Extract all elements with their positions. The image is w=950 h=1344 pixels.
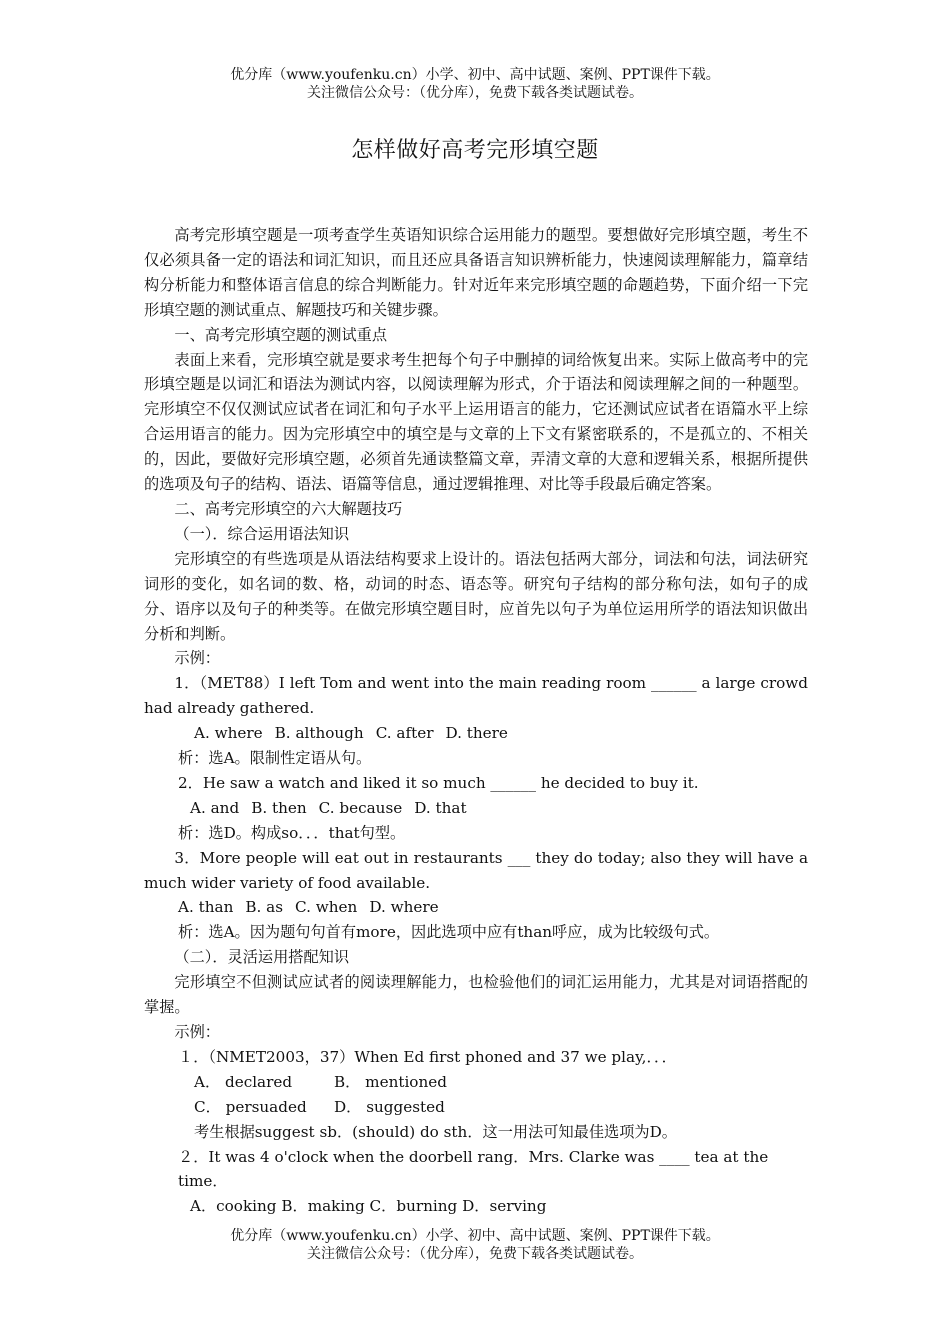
question-5-options: A．cooking B．making C．burning D．serving [190, 1197, 547, 1216]
question-1-options [144, 721, 808, 746]
document-body [144, 223, 808, 1219]
option: A. and [190, 798, 240, 817]
option: C. when [295, 898, 358, 917]
option: B. then [251, 798, 307, 817]
option: D. where [369, 898, 439, 917]
option: D. that [414, 798, 467, 817]
subsection-2-body: 完形填空不但测试应试者的阅读理解能力，也检验他们的词汇运用能力，尤其是对词语搭配的掌握。 [144, 973, 808, 1017]
footer-line-2: 关注微信公众号：（优分库），免费下载各类试题试卷。 [307, 1246, 643, 1262]
page-footer [0, 1227, 950, 1263]
header-line-1: 优分库（www.youfenku.cn）小学、初中、高中试题、案例、PPT课件下载。 [230, 67, 720, 83]
section-2-heading: 二、高考完形填空的六大解题技巧 [174, 499, 403, 518]
option: C. after [375, 724, 434, 743]
page-header [0, 66, 950, 102]
option: A. than [178, 898, 234, 917]
footer-line-1: 优分库（www.youfenku.cn）小学、初中、高中试题、案例、PPT课件下载。 [230, 1228, 720, 1244]
option: A. where [194, 724, 263, 743]
section-1-body: 表面上来看，完形填空就是要求考生把每个句子中删掉的词给恢复出来。实际上做高考中的完形填空题是以词汇和语法为测试内容，以阅读理解为形式，介于语法和阅读理解之间的一种题型。完形填空不仅仅测试应试者在词汇和句子水平上运用语言的能力，它还测试应试者在语篇水平上综合运用语言的能力。因为完形填空中的填空是与文章的上下文有紧密联系的，不是孤立的、不相关的，因此，要做好完形填空题，必须首先通读整篇文章，弄清文章的大意和逻辑关系，根据所提供的选项及句子的结构、语法、语篇等信息，通过逻辑推理、对比等手段最后确定答案。 [144, 350, 808, 494]
document-title: 怎样做好高考完形填空题 [351, 138, 599, 163]
option: A． declared [194, 1072, 293, 1091]
option: B. as [245, 898, 284, 917]
question-4: １．（NMET2003，37）When Ed first phoned and 37 we play,．．． [178, 1047, 677, 1066]
question-4-options-row-1 [144, 1070, 808, 1095]
question-3: 3．More people will eat out in restaurants ___ they do today; also they will have a much wider variety of food available. [144, 848, 808, 892]
subsection-1-heading: （一）．综合运用语法知识 [174, 524, 350, 543]
section-1-heading: 一、高考完形填空题的测试重点 [174, 325, 388, 344]
subsection-2-heading: （二）．灵活运用搭配知识 [174, 948, 350, 967]
question-1-answer: 析：选A。限制性定语从句。 [178, 749, 372, 768]
question-3-answer: 析：选A。因为题句句首有more，因此选项中应有than呼应，成为比较级句式。 [178, 923, 720, 942]
question-4-answer: 考生根据suggest sb．(should) do sth．这一用法可知最佳选项为D。 [194, 1122, 677, 1141]
question-2-answer: 析：选D。构成so．．．that句型。 [178, 823, 406, 842]
option: D. there [445, 724, 508, 743]
option: B. although [274, 724, 364, 743]
example-label-2: 示例： [174, 1023, 220, 1041]
intro-paragraph: 高考完形填空题是一项考查学生英语知识综合运用能力的题型。要想做好完形填空题，考生不仅必须具备一定的语法和词汇知识，而且还应具备语言知识辨析能力，快速阅读理解能力，篇章结构分析能力和整体语言信息的综合判断能力。针对近年来完形填空题的命题趋势，下面介绍一下完形填空题的测试重点、解题技巧和关键步骤。 [144, 226, 808, 319]
option: D． suggested [334, 1097, 445, 1116]
question-4-options-row-2 [144, 1095, 808, 1120]
question-5: ２．It was 4 o'clock when the doorbell rang．Mrs. Clarke was ____ tea at the time． [178, 1147, 769, 1191]
question-1: 1．（MET88）I left Tom and went into the main reading room ______ a large crowd had already gathered. [144, 674, 808, 718]
question-2: 2．He saw a watch and liked it so much ______ he decided to buy it. [178, 773, 699, 792]
question-2-options [144, 796, 808, 821]
header-line-2: 关注微信公众号：（优分库），免费下载各类试题试卷。 [307, 85, 643, 101]
option: C． persuaded [194, 1097, 307, 1116]
question-3-options [144, 895, 808, 920]
example-label: 示例： [174, 649, 220, 668]
subsection-1-body: 完形填空的有些选项是从语法结构要求上设计的。语法包括两大部分，词法和句法，词法研究词形的变化，如名词的数、格，动词的时态、语态等。研究句子结构的部分称句法，如句子的成分、语序以及句子的种类等。在做完形填空题目时，应首先以句子为单位运用所学的语法知识做出分析和判断。 [144, 549, 808, 643]
option: B． mentioned [334, 1072, 447, 1091]
option: C. because [318, 798, 403, 817]
